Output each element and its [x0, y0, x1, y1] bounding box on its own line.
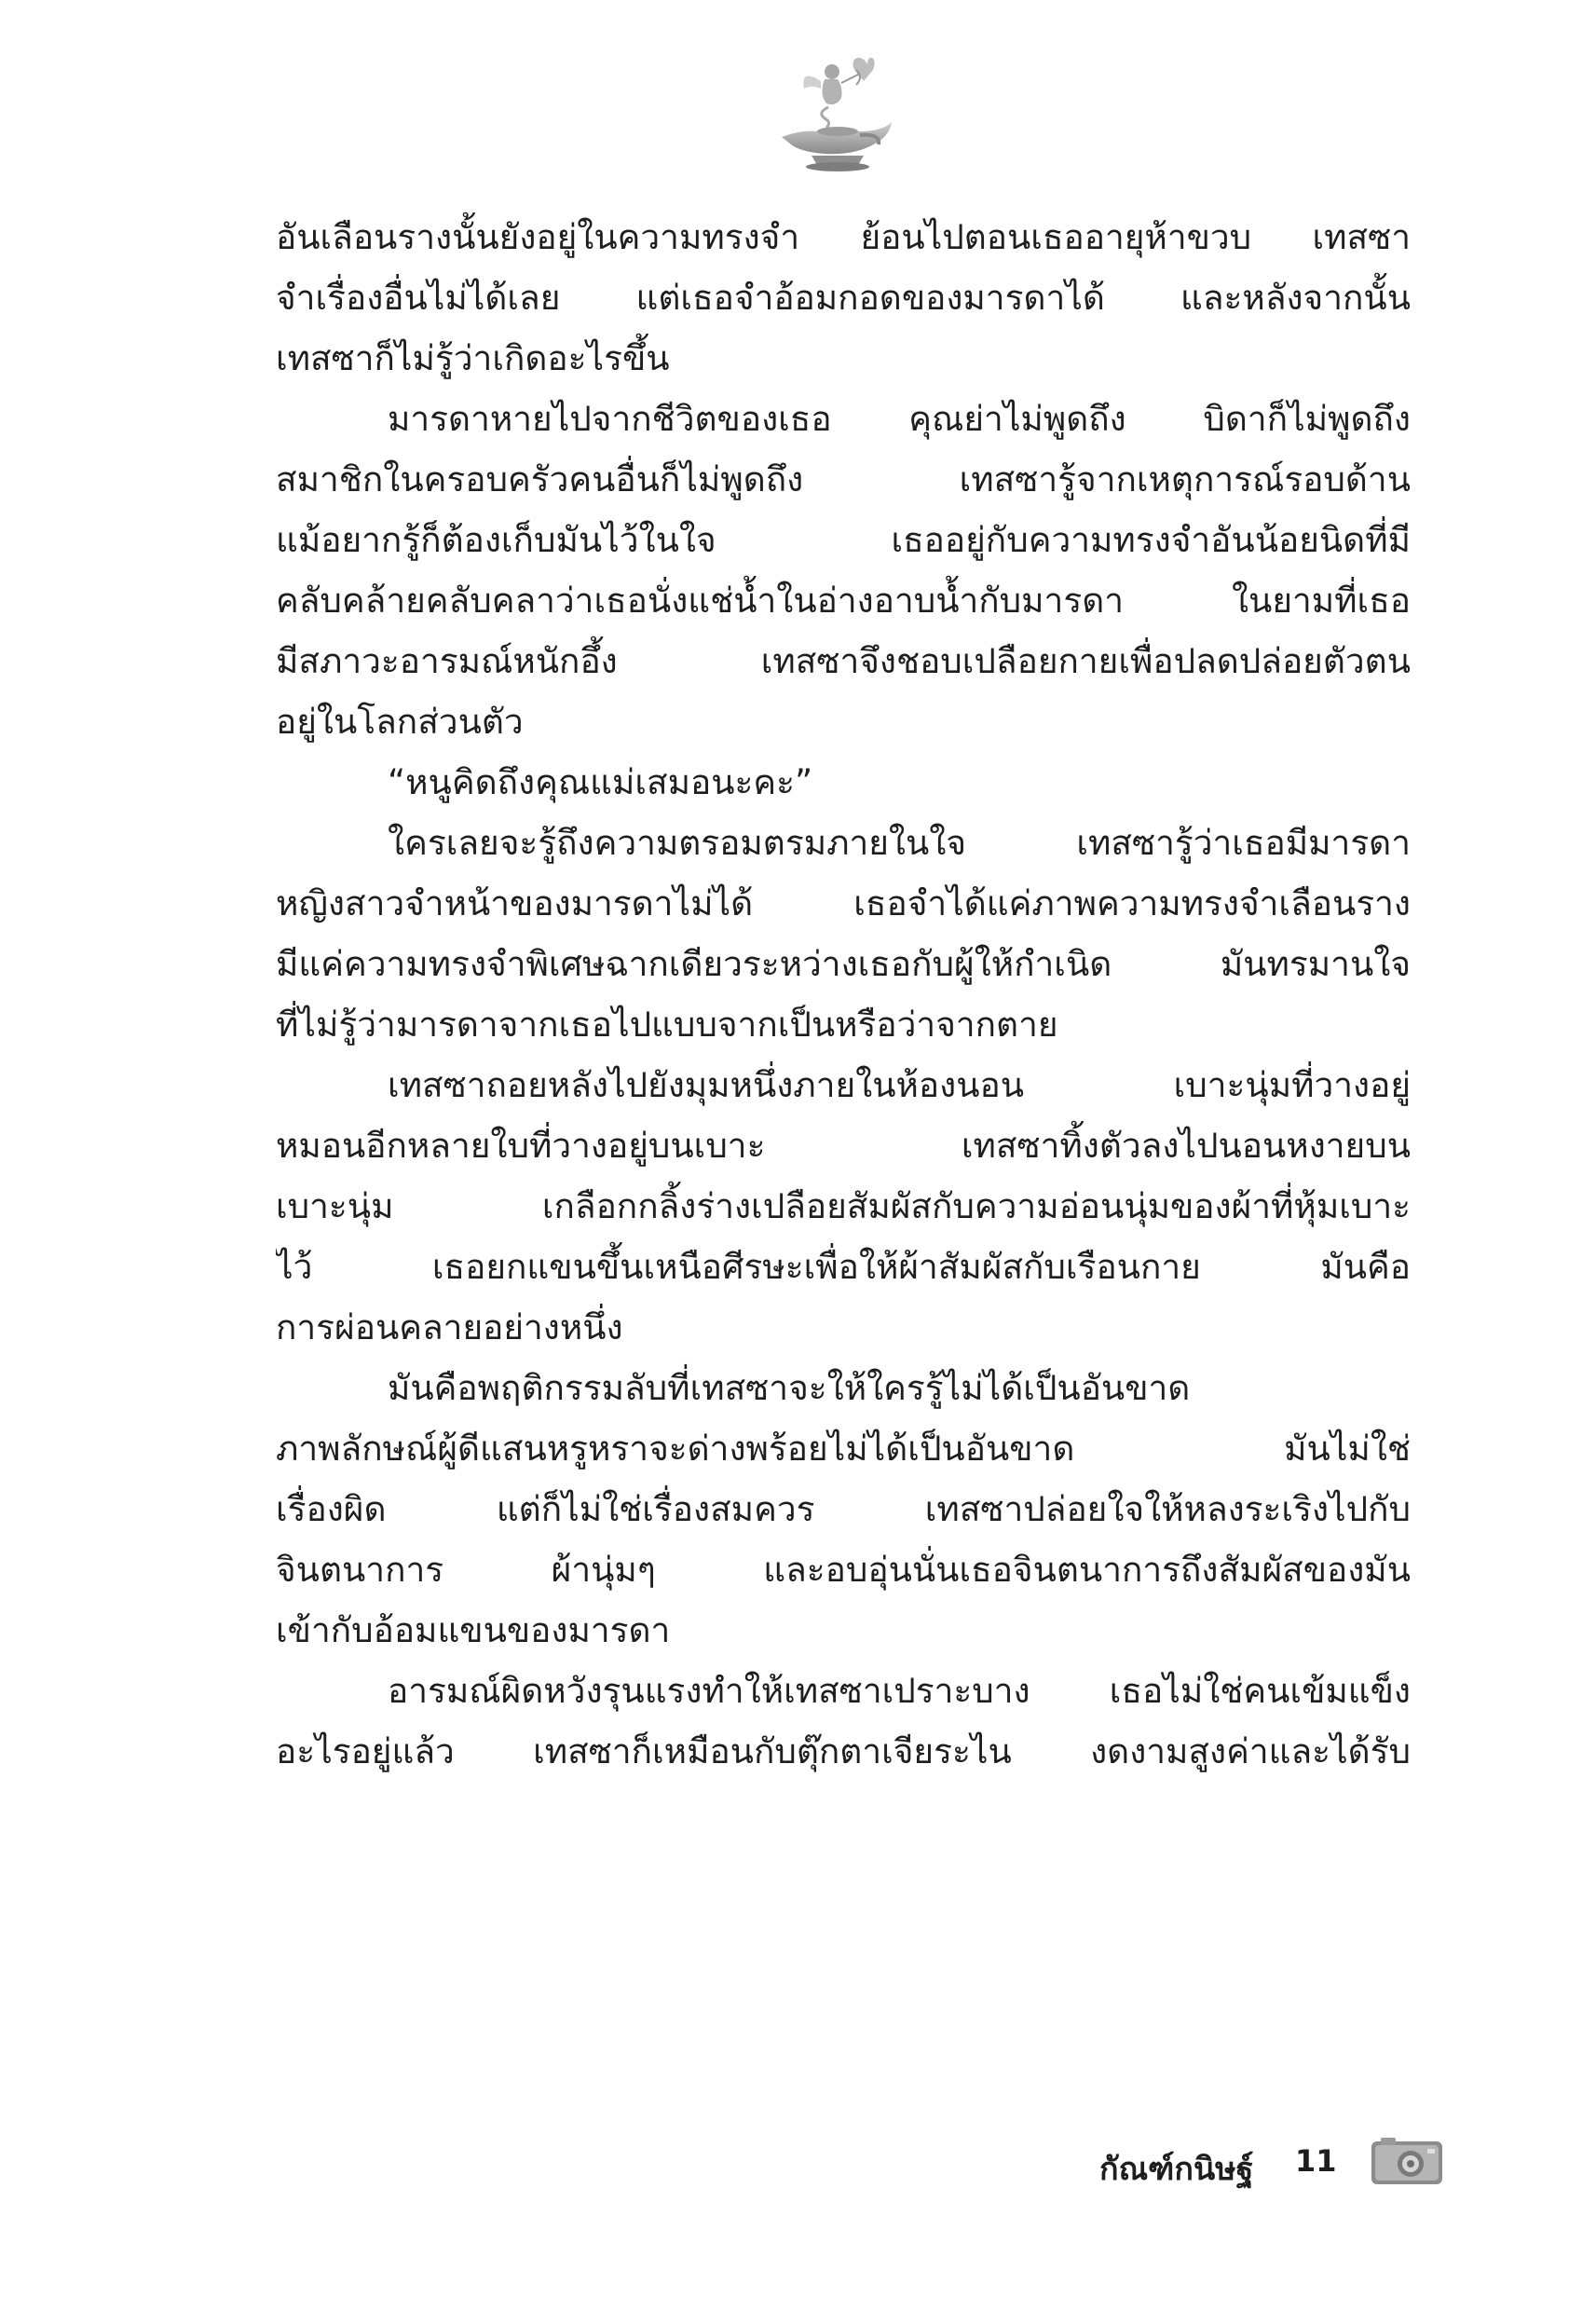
text-line: หญิงสาวจำหน้าของมารดาไม่ได้ เธอจำได้แค่ภาพความทรงจำเลือนราง	[276, 883, 1411, 923]
text-line: มีแค่ความทรงจำพิเศษฉากเดียวระหว่างเธอกับผู้ให้กำเนิด มันทรมานใจ	[276, 944, 1411, 984]
book-title: กัณฑ์กนิษฐ์	[1099, 2151, 1254, 2188]
text-line: จินตนาการ ผ้านุ่มๆ และอบอุ่นนั่นเธอจินตนาการถึงสัมผัสของมัน	[276, 1550, 1411, 1590]
text-line: อะไรอยู่แล้ว เทสซาก็เหมือนกับตุ๊กตาเจียระไน งดงามสูงค่าและได้รับ	[276, 1731, 1411, 1771]
dialogue-line: “หนูคิดถึงคุณแม่เสมอนะคะ”	[388, 762, 813, 802]
text-line: ที่ไม่รู้ว่ามารดาจากเธอไปแบบจากเป็นหรือว่าจากตาย	[276, 1005, 1058, 1045]
text-line: ไว้ เธอยกแขนขึ้นเหนือศีรษะเพื่อให้ผ้าสัมผัสกับเรือนกาย มันคือ	[276, 1247, 1411, 1287]
text-line: เบาะนุ่ม เกลือกกลิ้งร่างเปลือยสัมผัสกับความอ่อนนุ่มของผ้าที่หุ้มเบาะ	[276, 1186, 1411, 1226]
genie-lamp-with-cupid-icon	[763, 51, 903, 172]
text-line: เรื่องผิด แต่ก็ไม่ใช่เรื่องสมควร เทสซาปล่อยใจให้หลงระเริงไปกับ	[276, 1489, 1411, 1529]
text-line: มันคือพฤติกรรมลับที่เทสซาจะให้ใครรู้ไม่ได้เป็นอันขาด	[388, 1368, 1191, 1408]
text-line: หมอนอีกหลายใบที่วางอยู่บนเบาะ เทสซาทิ้งตัวลงไปนอนหงายบน	[276, 1126, 1411, 1166]
text-line: จำเรื่องอื่นไม่ได้เลย แต่เธอจำอ้อมกอดของมารดาได้ และหลังจากนั้น	[276, 278, 1411, 318]
text-line: เทสซาก็ไม่รู้ว่าเกิดอะไรขึ้น	[276, 338, 670, 378]
text-line: เทสซาถอยหลังไปยังมุมหนึ่งภายในห้องนอน เบาะนุ่มที่วางอยู่	[388, 1065, 1411, 1105]
text-line: มารดาหายไปจากชีวิตของเธอ คุณย่าไม่พูดถึง บิดาก็ไม่พูดถึง	[388, 399, 1411, 439]
text-line: คลับคล้ายคลับคลาว่าเธอนั่งแช่น้ำในอ่างอาบน้ำกับมารดา ในยามที่เธอ	[276, 581, 1411, 621]
text-line: อารมณ์ผิดหวังรุนแรงทำให้เทสซาเปราะบาง เธอไม่ใช่คนเข้มแข็ง	[388, 1671, 1411, 1711]
text-line: เข้ากับอ้อมแขนของมารดา	[276, 1610, 671, 1650]
page-number: 11	[1295, 2143, 1337, 2179]
text-line: ภาพลักษณ์ผู้ดีแสนหรูหราจะด่างพร้อยไม่ได้เป็นอันขาด มันไม่ใช่	[276, 1429, 1411, 1469]
camera-icon	[1370, 2136, 1444, 2188]
body-text	[276, 207, 1411, 1782]
text-line: อยู่ในโลกส่วนตัว	[276, 702, 524, 742]
text-line: แม้อยากรู้ก็ต้องเก็บมันไว้ในใจ เธออยู่กับความทรงจำอันน้อยนิดที่มี	[276, 520, 1411, 560]
text-line: การผ่อนคลายอย่างหนึ่ง	[276, 1307, 623, 1347]
text-line: อันเลือนรางนั้นยังอยู่ในความทรงจำ ย้อนไปตอนเธออายุห้าขวบ เทสซา	[276, 217, 1411, 257]
text-line: สมาชิกในครอบครัวคนอื่นก็ไม่พูดถึง เทสซารู้จากเหตุการณ์รอบด้าน	[276, 459, 1411, 499]
text-line: มีสภาวะอารมณ์หนักอึ้ง เทสซาจึงชอบเปลือยกายเพื่อปลดปล่อยตัวตน	[276, 641, 1411, 681]
page-footer	[1099, 2136, 1453, 2192]
text-line: ใครเลยจะรู้ถึงความตรอมตรมภายในใจ เทสซารู้ว่าเธอมีมารดา	[388, 823, 1411, 863]
